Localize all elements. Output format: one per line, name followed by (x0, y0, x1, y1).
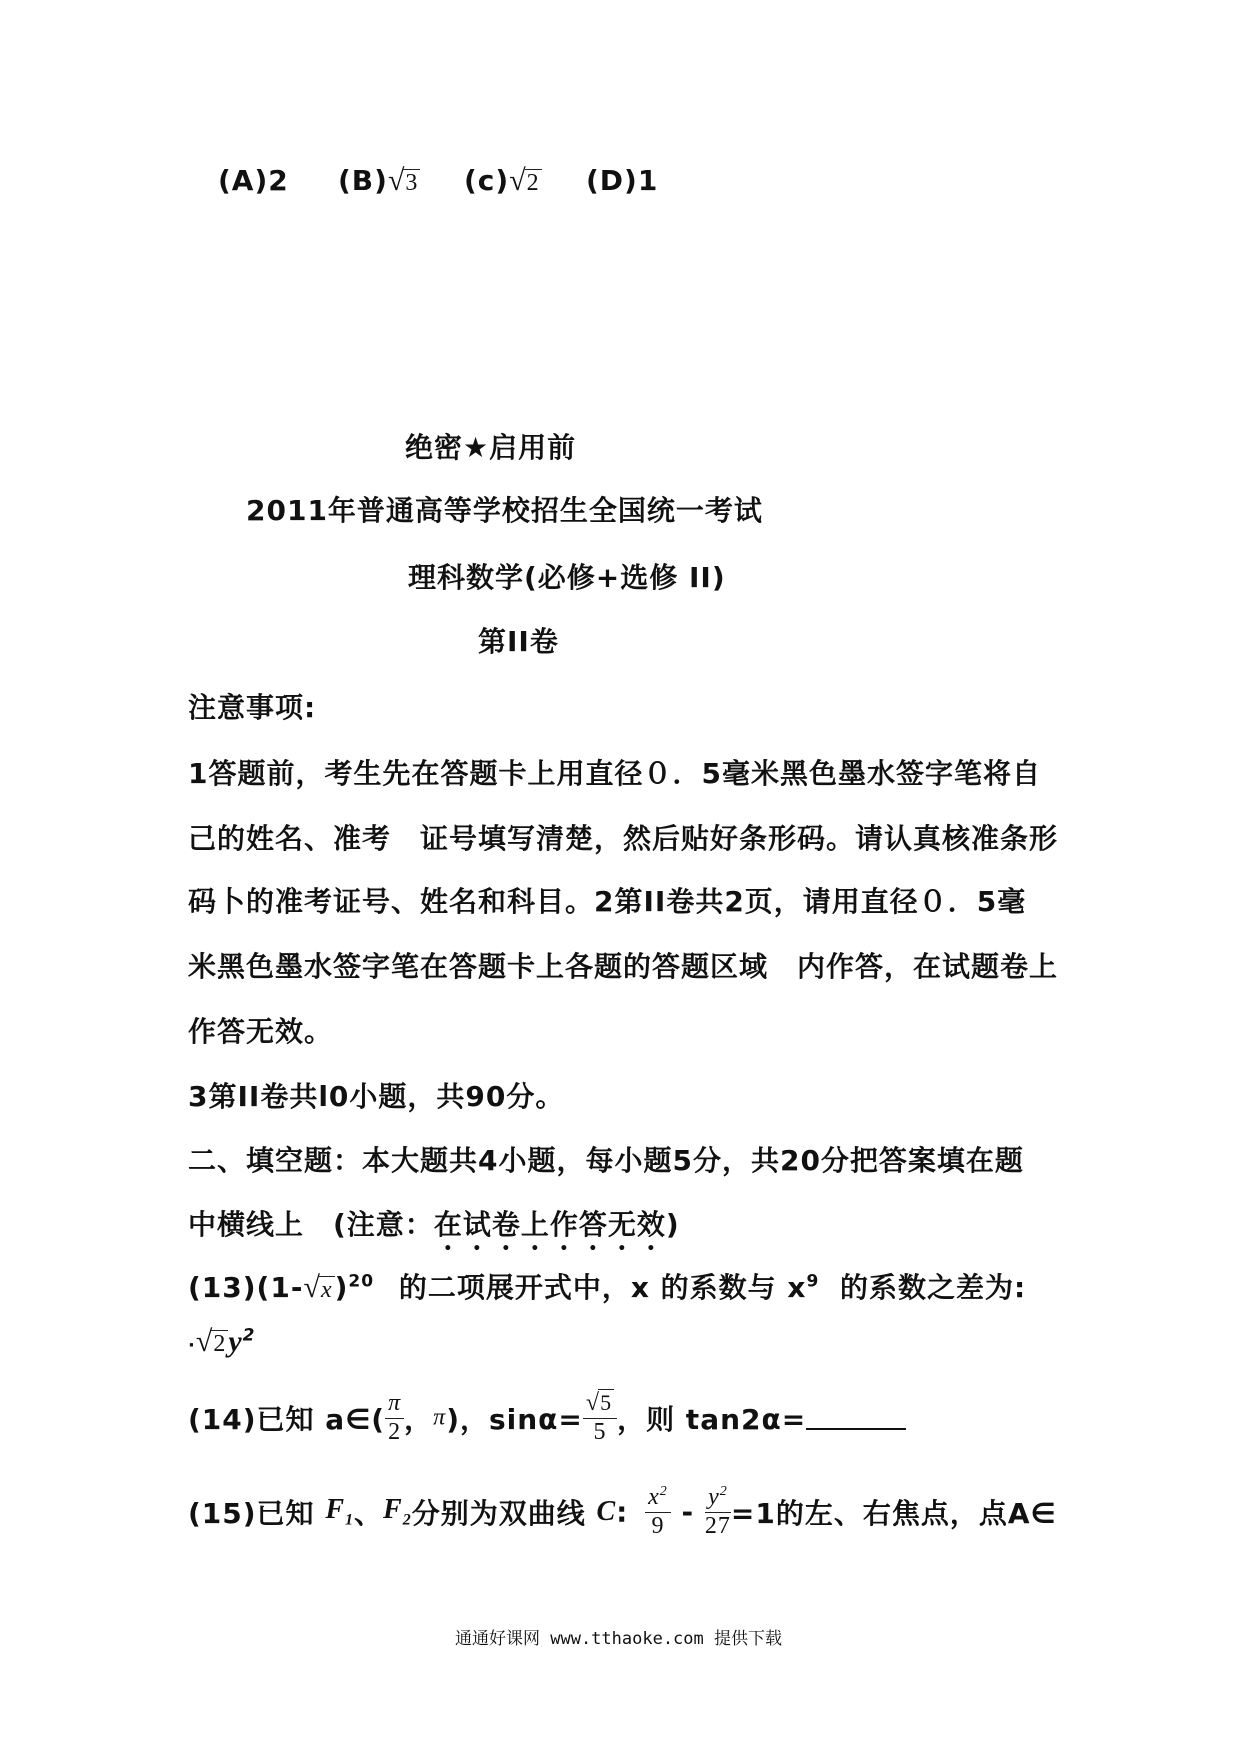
notice-line: 己的姓名、准考 证号填写清楚，然后贴好条形码。请认真核准条形 (188, 822, 1059, 855)
question-15: (15)已知 $F_1$、$F_2$分别为双曲线 C: $\frac{x^2}{9}$ - $\frac{y^2}{27}$ =1的左、右焦点，点A∈ (188, 1484, 1057, 1539)
sqrt-2: √2 (509, 164, 540, 197)
sqrt-3: √3 (387, 164, 419, 197)
exam-title: 2011年普通高等学校招生全国统一考试 (246, 494, 763, 527)
answer-blank (806, 1406, 906, 1430)
section2-line1: 二、填空题：本大题共4小题，每小题5分，共20分把答案填在题 (188, 1144, 1024, 1177)
fraction-x2-over-9: $\frac{x^2}{9}$ (645, 1484, 671, 1540)
volume-title: 第II卷 (478, 625, 559, 658)
sqrt-2: √2 (195, 1325, 227, 1358)
fraction-y2-over-27: $\frac{y^2}{27}$ (704, 1484, 731, 1539)
fraction-sqrt5-over-5: $\frac{√5}{5}$ (583, 1390, 617, 1446)
option-d: (D)1 (586, 164, 659, 197)
option-b: (B)√3 (338, 164, 419, 197)
notice-line: 作答无效。 (188, 1015, 334, 1048)
notice-line: 1答题前，考生先在答题卡上用直径０．5毫米黑色墨水签字笔将自 (188, 757, 1041, 790)
footer-credit: 通通好课网 www.tthaoke.com 提供下载 (455, 1629, 782, 1649)
notice-line: 码卜的准考证号、姓名和科目。2第II卷共2页，请用直径０．5毫 (188, 885, 1027, 918)
question-14: (14)已知 a∈( $\frac{\pi}{2}$ ，π)，sinα= $\frac{√5}{5}$ ，则 tan2α= (188, 1390, 906, 1446)
stray-expression: $\cdot√2y^2$ (188, 1325, 256, 1358)
option-c: (c)√2 (464, 164, 540, 197)
option-a: (A)2 (218, 164, 289, 197)
notice-line: 米黑色墨水签字笔在答题卡上各题的答题区域 内作答，在试题卷上 (188, 950, 1059, 983)
emphasis-text: 在试卷上作答无效 (433, 1208, 666, 1241)
question-13: $(13)(1-√x)^{20}$ 的二项展开式中，x 的系数与 $x^9$ 的系数之差为: (188, 1271, 1027, 1304)
notice-line: 3第II卷共l0小题，共90分。 (188, 1080, 565, 1113)
sqrt-x: √x (303, 1271, 333, 1304)
fraction-pi-over-2: $\frac{\pi}{2}$ (385, 1390, 404, 1446)
notice-title: 注意事项: (188, 691, 317, 724)
subject-title: 理科数学(必修+选修 II) (408, 561, 726, 594)
section2-line2: 中横线上 (注意：在试卷上作答无效) (188, 1208, 680, 1241)
options-row (218, 164, 289, 197)
secret-label: 绝密★启用前 (405, 431, 577, 464)
